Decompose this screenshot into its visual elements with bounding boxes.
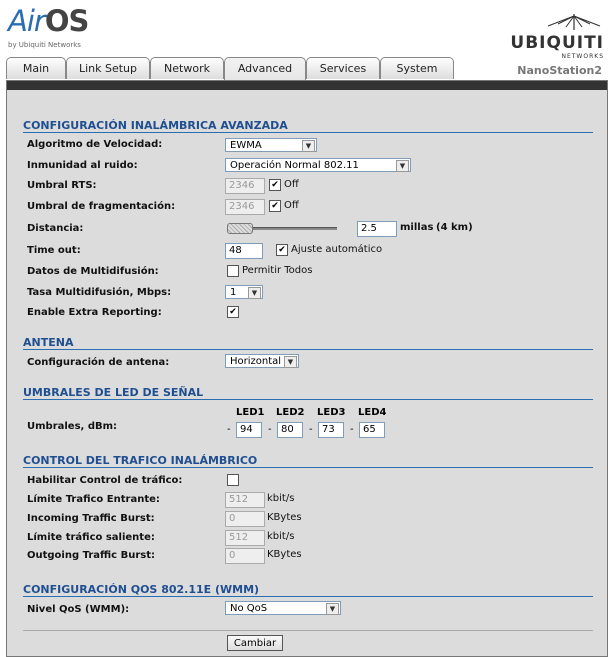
led3-header: LED3 [317, 407, 346, 418]
multicast-checkbox[interactable] [227, 265, 239, 277]
frag-threshold-input[interactable]: 2346 [225, 199, 265, 215]
rts-threshold-label: Umbral RTS: [27, 180, 97, 191]
multicast-rate-label: Tasa Multidifusión, Mbps: [27, 287, 172, 298]
brand-name: UBIQUITI [510, 33, 604, 53]
out-burst-unit: KBytes [267, 549, 302, 560]
timeout-auto-checkbox[interactable]: ✔ [276, 244, 288, 256]
qos-level-label: Nivel QoS (WMM): [27, 604, 130, 615]
qos-level-value: No QoS [230, 603, 268, 614]
extra-reporting-checkbox[interactable]: ✔ [227, 306, 239, 318]
rts-off-checkbox[interactable]: ✔ [269, 179, 281, 191]
led1-dash: - [227, 424, 231, 435]
tab-network[interactable]: Network [150, 57, 224, 79]
noise-immunity-select[interactable] [225, 158, 411, 172]
cambiar-button[interactable]: Cambiar [227, 635, 283, 651]
ubiquiti-logo [510, 12, 604, 60]
chevron-down-icon: ▼ [302, 140, 315, 152]
distance-km: (4 km) [436, 222, 473, 233]
footer-divider [23, 630, 593, 631]
section-divider [23, 132, 593, 133]
distance-slider[interactable] [227, 223, 337, 233]
tab-main[interactable]: Main [6, 57, 66, 79]
distance-unit: millas [400, 222, 434, 233]
section-title-advanced: CONFIGURACIÓN INALÁMBRICA AVANZADA [23, 119, 288, 132]
led2-dash: - [268, 424, 272, 435]
logo-os-text: OS [44, 4, 89, 38]
ubiquiti-dish-icon [544, 12, 604, 30]
in-limit-input[interactable]: 512 [225, 492, 265, 508]
section-divider [23, 467, 593, 468]
traffic-enable-checkbox[interactable] [227, 474, 239, 486]
rate-algorithm-select[interactable] [225, 138, 317, 152]
noise-immunity-label: Inmunidad al ruido: [27, 160, 138, 171]
led4-input[interactable]: 65 [359, 422, 385, 438]
frag-off-checkbox[interactable]: ✔ [269, 200, 281, 212]
multicast-label: Datos de Multidifusión: [27, 266, 159, 277]
led-thresholds-label: Umbrales, dBm: [27, 421, 118, 432]
out-burst-label: Outgoing Traffic Burst: [27, 550, 155, 561]
section-divider [23, 596, 593, 597]
distance-input[interactable]: 2.5 [357, 221, 397, 237]
led1-header: LED1 [236, 407, 265, 418]
section-divider [23, 399, 593, 400]
timeout-auto-label: Ajuste automático [291, 244, 383, 255]
out-limit-unit: kbit/s [267, 531, 295, 542]
led4-dash: - [350, 424, 354, 435]
led2-header: LED2 [276, 407, 305, 418]
brand-subtitle: NETWORKS [561, 53, 604, 60]
out-limit-label: Límite tráfico saliente: [27, 532, 155, 543]
section-title-antenna: ANTENA [23, 336, 74, 349]
led2-input[interactable]: 80 [277, 422, 303, 438]
section-title-led: UMBRALES DE LED DE SEÑAL [23, 386, 204, 399]
noise-immunity-value: Operación Normal 802.11 [230, 160, 359, 171]
led3-input[interactable]: 73 [318, 422, 344, 438]
extra-reporting-label: Enable Extra Reporting: [27, 307, 162, 318]
timeout-input[interactable]: 48 [225, 243, 263, 259]
airos-logo [8, 4, 89, 49]
rts-threshold-input[interactable]: 2346 [225, 178, 265, 194]
led3-dash: - [309, 424, 313, 435]
led4-header: LED4 [358, 407, 387, 418]
timeout-label: Time out: [27, 245, 81, 256]
settings-panel [6, 80, 608, 657]
tab-link-setup[interactable]: Link Setup [66, 57, 150, 79]
frag-threshold-label: Umbral de fragmentación: [27, 201, 176, 212]
chevron-down-icon: ▼ [284, 356, 297, 368]
qos-level-select[interactable] [225, 601, 341, 615]
chevron-down-icon: ▼ [326, 603, 339, 615]
tab-services[interactable]: Services [306, 57, 380, 79]
chevron-down-icon: ▼ [396, 160, 409, 172]
tab-advanced[interactable]: Advanced [224, 57, 306, 81]
section-title-qos: CONFIGURACIÓN QOS 802.11E (WMM) [23, 583, 260, 596]
in-limit-unit: kbit/s [267, 493, 295, 504]
rate-algorithm-value: EWMA [230, 140, 262, 151]
header [0, 0, 612, 80]
rate-algorithm-label: Algoritmo de Velocidad: [27, 139, 163, 150]
section-title-traffic: CONTROL DEL TRAFICO INALÁMBRICO [23, 454, 258, 467]
multicast-rate-value: 1 [230, 287, 237, 298]
traffic-enable-label: Habilitar Control de tráfico: [27, 475, 183, 486]
antenna-config-value: Horizontal [230, 356, 282, 367]
in-limit-label: Límite Trafico Entrante: [27, 494, 160, 505]
section-divider [23, 349, 593, 350]
multicast-all-label: Permitir Todos [242, 265, 313, 276]
frag-off-label: Off [284, 200, 299, 211]
led1-input[interactable]: 94 [236, 422, 262, 438]
slider-handle[interactable] [227, 223, 253, 234]
logo-air-text: Air [8, 4, 45, 38]
distance-label: Distancia: [27, 223, 84, 234]
out-limit-input[interactable]: 512 [225, 530, 265, 546]
chevron-down-icon: ▼ [248, 287, 261, 299]
antenna-config-label: Configuración de antena: [27, 357, 170, 368]
in-burst-unit: KBytes [267, 512, 302, 523]
in-burst-label: Incoming Traffic Burst: [27, 513, 155, 524]
tab-system[interactable]: System [380, 57, 454, 79]
multicast-rate-select[interactable] [225, 285, 263, 299]
out-burst-input[interactable]: 0 [225, 548, 265, 564]
rts-off-label: Off [284, 179, 299, 190]
device-model: NanoStation2 [517, 64, 602, 77]
antenna-config-select[interactable] [225, 354, 299, 368]
logo-subtitle: by Ubiquiti Networks [8, 41, 81, 49]
in-burst-input[interactable]: 0 [225, 511, 265, 527]
